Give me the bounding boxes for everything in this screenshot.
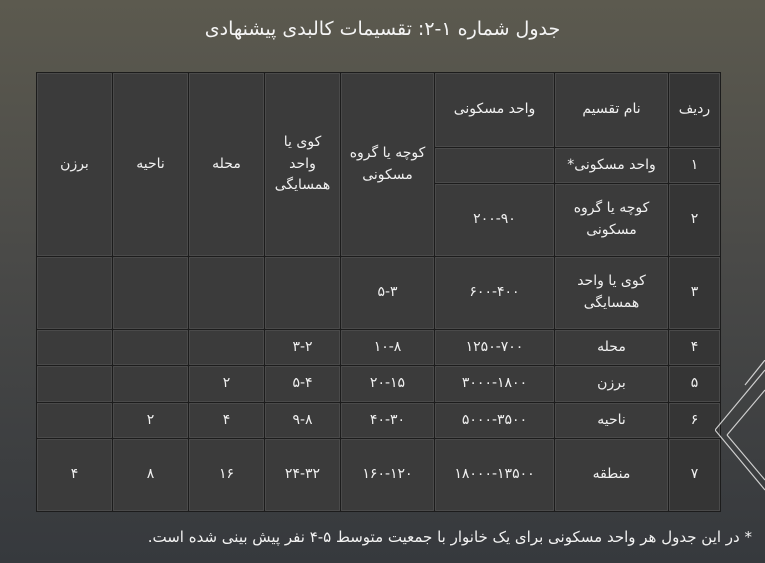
table-row <box>37 257 721 330</box>
cell-alley-group: ۲۰-۱۵ <box>341 366 435 402</box>
cell-barzan <box>37 257 113 330</box>
header-division-name: نام تقسیم <box>555 73 669 148</box>
header-barzan: برزن <box>37 73 113 257</box>
row-number: ۷ <box>669 439 721 512</box>
cell-naahiye: ۲ <box>113 402 189 438</box>
cell-neighborhood-unit: ۹-۸ <box>265 402 341 438</box>
cell-mahalle: ۴ <box>189 402 265 438</box>
cell-barzan <box>37 402 113 438</box>
cell-residential-unit: ۲۰۰-۹۰ <box>435 184 555 257</box>
cell-alley-group: ۱۰-۸ <box>341 329 435 365</box>
row-name: محله <box>555 329 669 365</box>
cell-neighborhood-unit <box>265 257 341 330</box>
row-number: ۱ <box>669 147 721 183</box>
cell-residential-unit: ۱۲۵۰-۷۰۰ <box>435 329 555 365</box>
row-number: ۳ <box>669 257 721 330</box>
cell-mahalle <box>189 329 265 365</box>
table-row <box>37 366 721 402</box>
row-number: ۵ <box>669 366 721 402</box>
table-row <box>37 402 721 438</box>
row-name: ناحیه <box>555 402 669 438</box>
table-footnote: * در این جدول هر واحد مسکونی برای یک خانوار با جمعیت متوسط ۵-۴ نفر پیش بینی شده است. <box>147 528 752 546</box>
cell-barzan <box>37 329 113 365</box>
cell-alley-group: ۵-۳ <box>341 257 435 330</box>
cell-naahiye: ۸ <box>113 439 189 512</box>
cell-alley-group: ۴۰-۳۰ <box>341 402 435 438</box>
row-name: کوی یا واحد همسایگی <box>555 257 669 330</box>
cell-residential-unit: ۳۰۰۰-۱۸۰۰ <box>435 366 555 402</box>
row-name: واحد مسکونی* <box>555 147 669 183</box>
cell-neighborhood-unit: ۵-۴ <box>265 366 341 402</box>
header-alley-group: کوچه یا گروه مسکونی <box>341 73 435 257</box>
cell-barzan: ۴ <box>37 439 113 512</box>
row-number: ۶ <box>669 402 721 438</box>
table-row <box>37 439 721 512</box>
row-number: ۲ <box>669 184 721 257</box>
cell-residential-unit <box>435 147 555 183</box>
header-naahiye: ناحیه <box>113 73 189 257</box>
cell-naahiye <box>113 257 189 330</box>
cell-barzan <box>37 366 113 402</box>
cell-neighborhood-unit: ۳-۲ <box>265 329 341 365</box>
cell-mahalle: ۲ <box>189 366 265 402</box>
table-row <box>37 329 721 365</box>
cell-residential-unit: ۶۰۰-۴۰۰ <box>435 257 555 330</box>
cell-naahiye <box>113 329 189 365</box>
cell-naahiye <box>113 366 189 402</box>
table-title: جدول شماره ۱-۲: تقسیمات کالبدی پیشنهادی <box>204 18 561 40</box>
physical-divisions-table <box>36 72 721 512</box>
cell-neighborhood-unit: ۲۴-۳۲ <box>265 439 341 512</box>
row-name: کوچه یا گروه مسکونی <box>555 184 669 257</box>
row-number: ۴ <box>669 329 721 365</box>
header-mahalle: محله <box>189 73 265 257</box>
row-name: منطقه <box>555 439 669 512</box>
cell-residential-unit: ۵۰۰۰-۳۵۰۰ <box>435 402 555 438</box>
row-name: برزن <box>555 366 669 402</box>
cell-residential-unit: ۱۸۰۰۰-۱۳۵۰۰ <box>435 439 555 512</box>
decorative-lines <box>715 360 765 510</box>
cell-mahalle: ۱۶ <box>189 439 265 512</box>
cell-alley-group: ۱۶۰-۱۲۰ <box>341 439 435 512</box>
header-residential-unit: واحد مسکونی <box>435 73 555 148</box>
header-row-no: ردیف <box>669 73 721 148</box>
cell-mahalle <box>189 257 265 330</box>
header-neighborhood-unit: کوی یا واحد همسایگی <box>265 73 341 257</box>
